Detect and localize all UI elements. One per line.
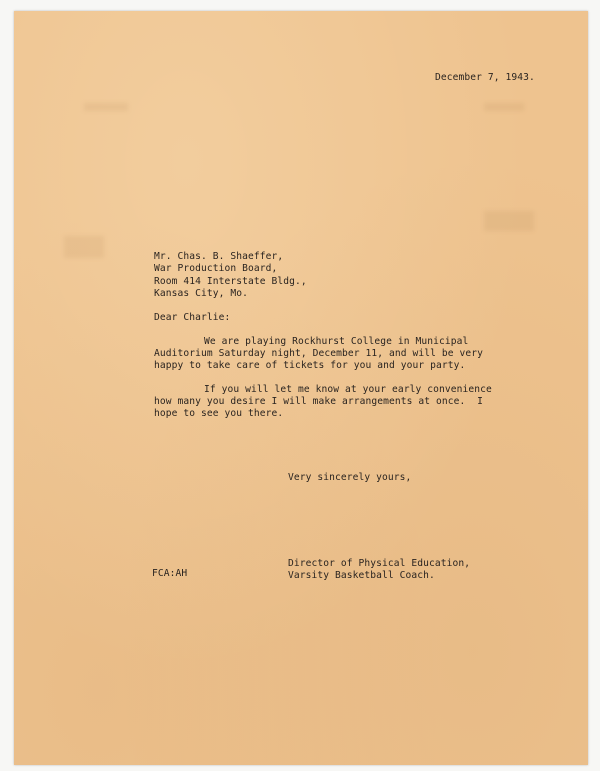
body-line: happy to take care of tickets for you and your party. (154, 360, 466, 371)
letter-page (14, 11, 588, 765)
body-line: Auditorium Saturday night, December 11, and will be very (154, 348, 484, 359)
signature-title-line: Varsity Basketball Coach. (288, 570, 435, 581)
body-line: If you will let me know at your early convenience (204, 384, 492, 395)
bleed-through-mark (84, 103, 128, 111)
recipient-city: Kansas City, Mo. (154, 288, 249, 299)
signature-title-line: Director of Physical Education, (288, 558, 471, 569)
bleed-through-mark (484, 211, 534, 231)
salutation: Dear Charlie: (154, 312, 231, 323)
recipient-name: Mr. Chas. B. Shaeffer, (154, 251, 284, 262)
closing: Very sincerely yours, (288, 472, 412, 483)
bleed-through-mark (484, 103, 524, 111)
letter-date: December 7, 1943. (435, 72, 535, 83)
body-line: how many you desire I will make arrangements at once. I (154, 396, 484, 407)
body-line: We are playing Rockhurst College in Municipal (204, 336, 469, 347)
recipient-organization: War Production Board, (154, 263, 278, 274)
typist-initials: FCA:AH (152, 568, 188, 579)
body-line: hope to see you there. (154, 408, 284, 419)
bleed-through-mark (64, 236, 104, 258)
recipient-room: Room 414 Interstate Bldg., (154, 276, 307, 287)
